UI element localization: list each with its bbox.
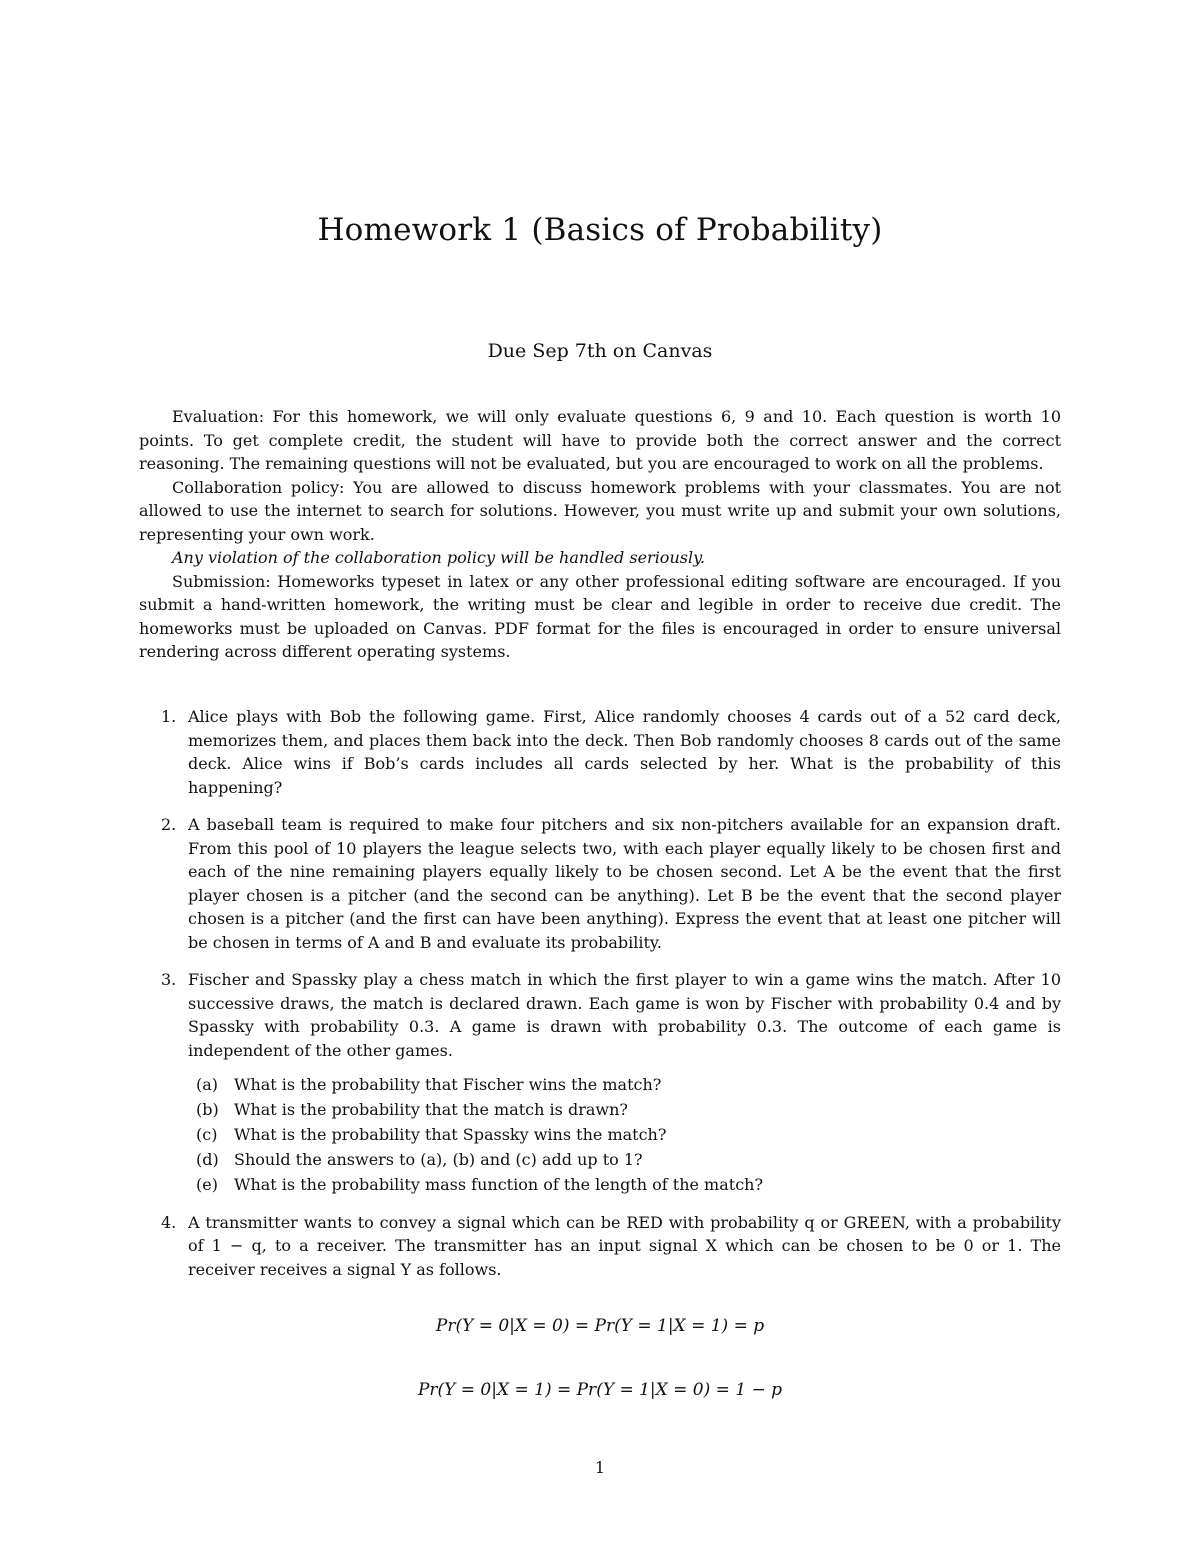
problem-text: A baseball team is required to make four pitchers and six non-pitchers available for an expansion draft. From this pool of 10 players the league selects two, with each player equally likely to be chosen first and each of the nine remaining players equally likely to be chosen second. Let A be the event that the first player chosen is a pitcher (and the second can be anything). Let B be the event that the second player chosen is a pitcher (and the first can have been anything). Express the event that at least one pitcher will be chosen in terms of A and B and evaluate its probability. <box>188 815 1061 952</box>
evaluation-paragraph: Evaluation: For this homework, we will only evaluate questions 6, 9 and 10. Each question is worth 10 points. To get complete credit, the student will have to provide both the correct answer and the correct reasoning. The remaining questions will not be evaluated, but you are encouraged to work on all the problems. <box>139 407 1061 473</box>
problem-1 <box>139 705 1061 799</box>
problem-list <box>139 705 1061 1416</box>
subpart-text: What is the probability that Spassky wins the match? <box>234 1125 667 1144</box>
subpart-text: Should the answers to (a), (b) and (c) add up to 1? <box>234 1150 643 1169</box>
problem-3 <box>139 968 1061 1197</box>
problem-number: 2. <box>161 815 177 834</box>
subpart-text: What is the probability mass function of the length of the match? <box>234 1175 764 1194</box>
subpart-label: (d) <box>196 1150 219 1169</box>
problem-text: Fischer and Spassky play a chess match in which the first player to win a game wins the match. After 10 successive draws, the match is declared drawn. Each game is won by Fischer with probability 0.4 and by Spassky with probability 0.3. A game is drawn with probability 0.3. The outcome of each game is independent of the other games. <box>188 970 1061 1060</box>
subpart-list <box>188 1073 1061 1197</box>
subpart-label: (c) <box>196 1125 218 1144</box>
subpart-label: (b) <box>196 1100 219 1119</box>
page-number: 1 <box>594 1458 606 1477</box>
subpart-text: What is the probability that Fischer wins the match? <box>234 1075 662 1094</box>
violation-paragraph: Any violation of the collaboration policy will be handled seriously. <box>172 548 706 567</box>
equation-2: Pr(Y = 0|X = 1) = Pr(Y = 1|X = 0) = 1 − p <box>417 1379 783 1400</box>
submission-paragraph: Submission: Homeworks typeset in latex or any other professional editing software are encouraged. If you submit a hand-written homework, the writing must be clear and legible in order to receive due credit. The homeworks must be uploaded on Canvas. PDF format for the files is encouraged in order to ensure universal rendering across different operating systems. <box>139 571 1061 661</box>
problem-2 <box>139 813 1061 954</box>
problem-number: 3. <box>161 970 177 989</box>
problem-text: A transmitter wants to convey a signal which can be RED with probability q or GREEN, with a probability of 1 − q, to a receiver. The transmitter has an input signal X which can be chosen to be 0 or 1. The receiver receives a signal Y as follows. <box>188 1212 1061 1279</box>
subpart-item <box>188 1173 1061 1197</box>
subpart-item <box>188 1073 1061 1097</box>
equation-1: Pr(Y = 0|X = 0) = Pr(Y = 1|X = 1) = p <box>435 1316 765 1336</box>
subpart-item <box>188 1123 1061 1147</box>
problem-4 <box>139 1211 1061 1403</box>
subpart-label: (a) <box>196 1075 219 1094</box>
problem-text: Alice plays with Bob the following game. First, Alice randomly chooses 4 cards out of a 52 card deck, memorizes them, and places them back into the deck. Then Bob randomly chooses 8 cards out of the same deck. Alice wins if Bob’s cards includes all cards selected by her. What is the probability of this happening? <box>188 707 1061 797</box>
subpart-label: (e) <box>196 1175 218 1194</box>
subpart-text: What is the probability that the match is drawn? <box>234 1100 628 1119</box>
subpart-item <box>188 1098 1061 1122</box>
collaboration-paragraph: Collaboration policy: You are allowed to discuss homework problems with your classmates. You are not allowed to use the internet to search for solutions. However, you must write up and submit your own solutions, representing your own work. <box>139 477 1061 544</box>
due-date-subtitle: Due Sep 7th on Canvas <box>487 340 713 362</box>
subpart-item <box>188 1148 1061 1172</box>
problem-number: 1. <box>161 707 177 726</box>
instructions-section <box>139 405 1061 664</box>
document-title: Homework 1 (Basics of Probability) <box>317 212 883 248</box>
problem-number: 4. <box>161 1212 177 1232</box>
